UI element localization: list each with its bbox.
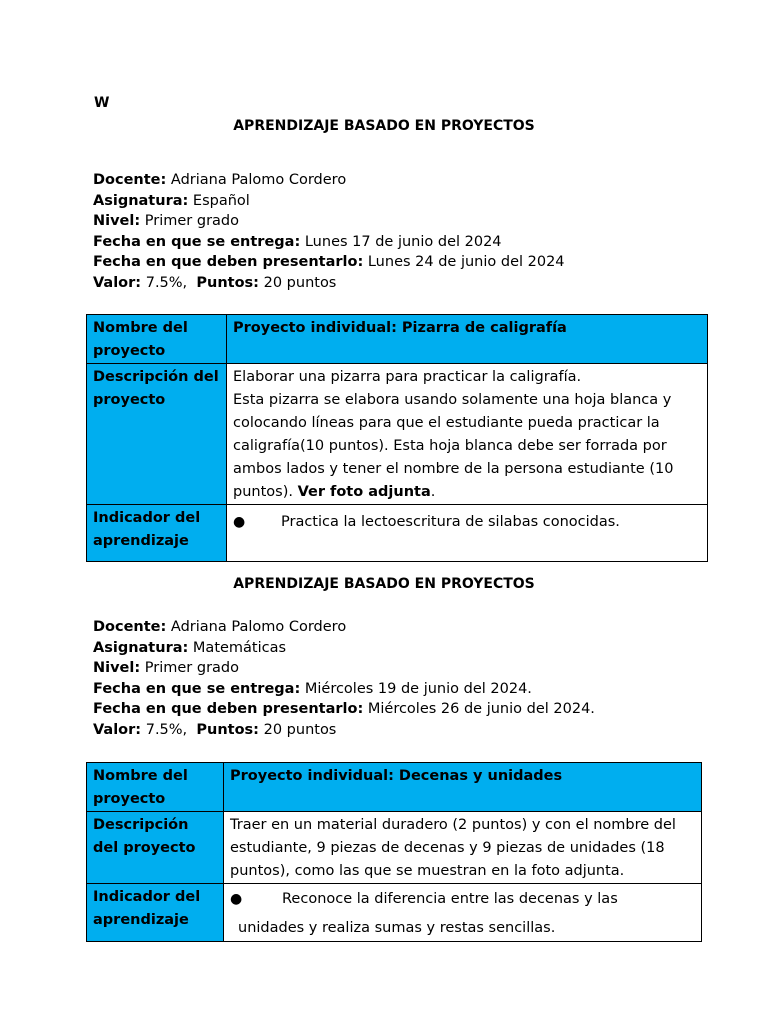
- corner-mark: W: [94, 95, 110, 111]
- section-2-info: [93, 617, 595, 741]
- valor-line: Valor: 7.5%, Puntos: 20 puntos: [93, 274, 337, 291]
- indicator-text: Reconoce la diferencia entre las decenas y las: [282, 891, 618, 907]
- desc-value-cell: Traer en un material duradero (2 puntos) y con el nombre del estudiante, 9 piezas de decenas y 9 piezas de unidades (18 puntos), como las que se muestran en la foto adjunta.: [224, 812, 702, 884]
- desc-paragraph: Esta pizarra se elabora usando solamente una hoja blanca y colocando líneas para que el estudiante pueda practicar la caligrafía(10 puntos). Esta hoja blanca debe ser forrada por ambos lados y tener el nombre de la persona estudiante (10 puntos). Ver foto adjunta.: [233, 392, 674, 500]
- desc-label-cell: Descripción del proyecto: [87, 812, 224, 884]
- desc-value-cell: [227, 364, 708, 505]
- bullet-icon: ●: [233, 514, 246, 530]
- name-label-cell: Nombre del proyecto: [87, 315, 227, 364]
- name-value-cell: Proyecto individual: Pizarra de caligrafía: [227, 315, 708, 364]
- docente-line: Docente: Adriana Palomo Cordero: [93, 619, 347, 635]
- nivel-line: Nivel: Primer grado: [93, 660, 240, 677]
- indicator-value-cell: [224, 884, 702, 942]
- name-label-cell: Nombre del proyecto: [87, 763, 224, 812]
- section-2-heading: APRENDIZAJE BASADO EN PROYECTOS: [233, 576, 535, 592]
- entrega-line: Fecha en que se entrega: Lunes 17 de junio del 2024: [93, 233, 502, 250]
- indicator-label-cell: Indicador del aprendizaje: [87, 505, 227, 562]
- table-row: [87, 505, 708, 562]
- desc-label-cell: Descripción del proyecto: [87, 364, 227, 505]
- presentar-line: Fecha en que deben presentarlo: Lunes 24 de junio del 2024: [93, 254, 565, 271]
- asignatura-line: Asignatura: Matemáticas: [93, 639, 287, 656]
- table-row: [87, 315, 708, 364]
- section-1-heading: APRENDIZAJE BASADO EN PROYECTOS: [233, 118, 535, 134]
- indicator-text: Practica la lectoescritura de silabas conocidas.: [281, 514, 620, 530]
- table-row: [87, 812, 702, 884]
- presentar-line: Fecha en que deben presentarlo: Miércoles 26 de junio del 2024.: [93, 701, 595, 718]
- entrega-line: Fecha en que se entrega: Miércoles 19 de junio del 2024.: [93, 680, 532, 697]
- bullet-icon: ●: [230, 891, 243, 907]
- table-row: [87, 364, 708, 505]
- table-row: [87, 763, 702, 812]
- valor-line: Valor: 7.5%, Puntos: 20 puntos: [93, 721, 337, 738]
- indicator-label-cell: Indicador del aprendizaje: [87, 884, 224, 942]
- desc-first-line: Elaborar una pizarra para practicar la caligrafía.: [233, 369, 582, 385]
- name-value-cell: Proyecto individual: Decenas y unidades: [224, 763, 702, 812]
- indicator-value-cell: [227, 505, 708, 562]
- section-2-project-table: [86, 762, 702, 942]
- table-row: [87, 884, 702, 942]
- asignatura-line: Asignatura: Español: [93, 192, 250, 209]
- nivel-line: Nivel: Primer grado: [93, 213, 240, 230]
- docente-line: Docente: Adriana Palomo Cordero: [93, 172, 347, 188]
- section-1-info: [93, 170, 565, 294]
- indicator-text-2: unidades y realiza sumas y restas sencillas.: [238, 920, 556, 936]
- section-1-project-table: [86, 314, 708, 562]
